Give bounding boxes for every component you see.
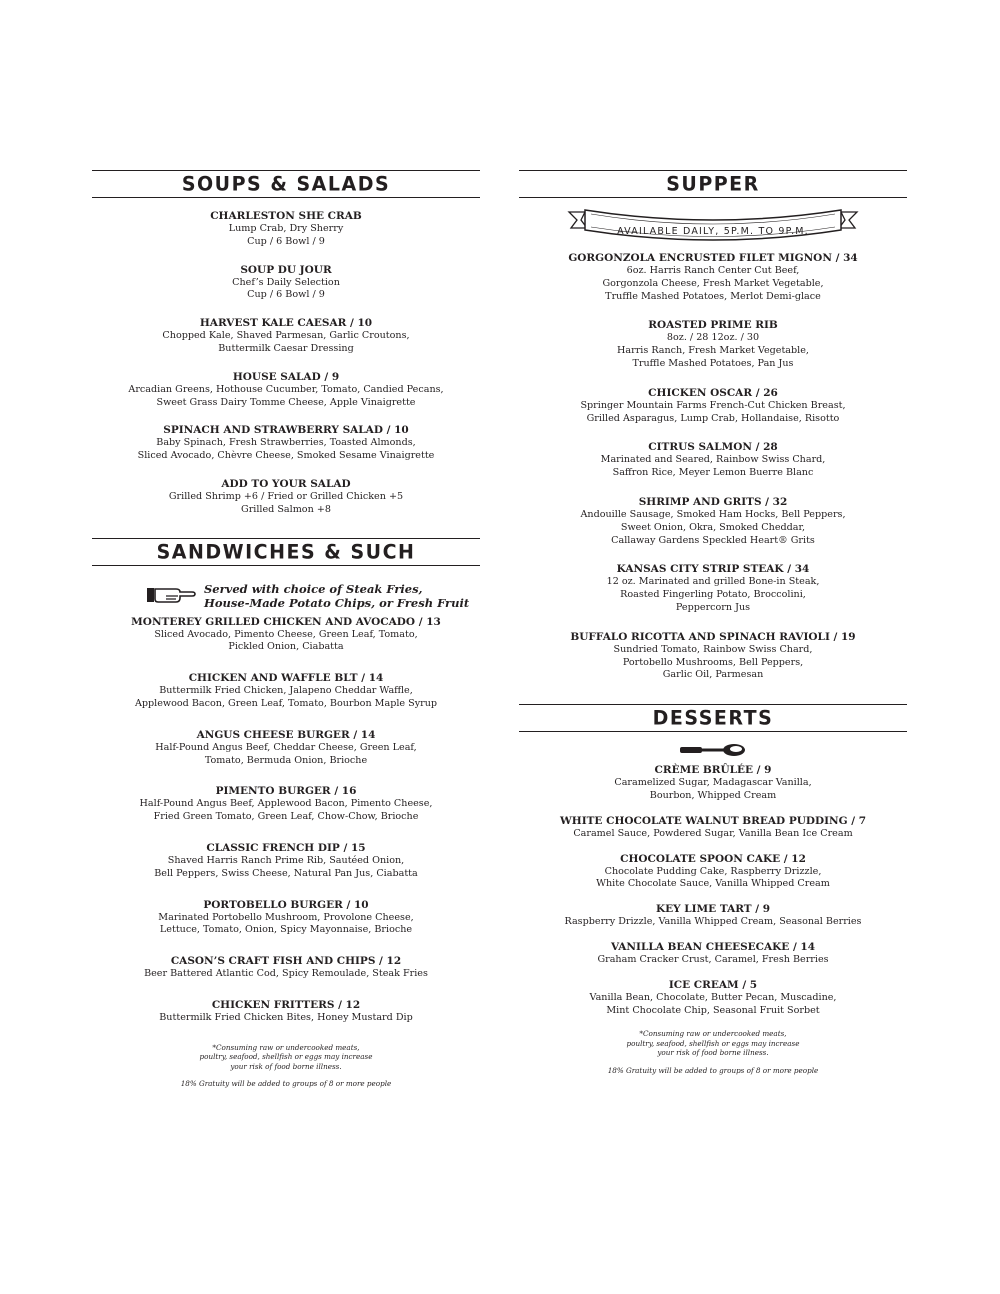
menu-item <box>519 252 907 303</box>
menu-item-title: VANILLA BEAN CHEESECAKE / 14 <box>610 940 816 953</box>
menu-item-title: KEY LIME TART / 9 <box>655 903 771 916</box>
menu-item-description: Half-Pound Angus Beef, Cheddar Cheese, Green Leaf, Tomato, Bermuda Onion, Brioche <box>155 741 417 766</box>
menu-item-title: CHICKEN OSCAR / 26 <box>648 386 778 399</box>
menu-item-description: Caramel Sauce, Powdered Sugar, Vanilla Bean Ice Cream <box>573 827 853 839</box>
menu-item-title: CHARLESTON SHE CRAB <box>210 210 362 222</box>
ribbon-banner-icon <box>567 204 859 248</box>
menu-item-title: SHRIMP AND GRITS / 32 <box>638 495 788 508</box>
menu-item-description: 12 oz. Marinated and grilled Bone-in Steak, Roasted Fingerling Potato, Broccolini, Peppercorn Jus <box>606 576 820 613</box>
menu-item-description: Springer Mountain Farms French-Cut Chicken Breast, Grilled Asparagus, Lump Crab, Hollandaise, Risotto <box>580 399 846 424</box>
menu-item <box>519 815 907 841</box>
menu-item <box>92 672 480 711</box>
gratuity-notice: 18% Gratuity will be added to groups of 8 or more people <box>180 1079 392 1089</box>
menu-item <box>519 764 907 803</box>
menu-item <box>92 210 480 249</box>
menu-item-title: CLASSIC FRENCH DIP / 15 <box>206 841 366 854</box>
menu-item-title: CHICKEN AND WAFFLE BLT / 14 <box>188 672 384 685</box>
menu-item <box>92 842 480 881</box>
supper-list <box>519 252 907 682</box>
menu-item <box>92 616 480 655</box>
menu-item-title: ADD TO YOUR SALAD <box>221 477 351 490</box>
menu-item <box>519 853 907 892</box>
menu-item-description: Buttermilk Fried Chicken, Jalapeno Cheddar Waffle, Applewood Bacon, Green Leaf, Tomato, Bourbon Maple Syrup <box>134 685 438 709</box>
menu-item-title: BUFFALO RICOTTA AND SPINACH RAVIOLI / 19 <box>570 630 856 643</box>
desserts-heading: DESSERTS <box>519 704 907 732</box>
hours-banner <box>519 204 907 248</box>
right-column <box>519 170 907 1075</box>
menu-item-title: PIMENTO BURGER / 16 <box>215 785 357 798</box>
menu-item <box>92 371 480 410</box>
menu-item-title: CASON’S CRAFT FISH AND CHIPS / 12 <box>170 955 402 968</box>
sandwiches-list <box>92 616 480 1025</box>
menu-item <box>519 496 907 547</box>
menu-item-title: CITRUS SALMON / 28 <box>648 441 778 454</box>
served-with-note <box>92 578 480 610</box>
menu-item-title: WHITE CHOCOLATE WALNUT BREAD PUDDING / 7 <box>559 814 867 827</box>
menu-item-title: ANGUS CHEESE BURGER / 14 <box>196 728 376 741</box>
menu-item-title: ICE CREAM / 5 <box>668 978 758 991</box>
menu-item <box>519 903 907 929</box>
menu-item <box>92 424 480 463</box>
menu-item <box>519 941 907 967</box>
food-safety-notice: *Consuming raw or undercooked meats, poultry, seafood, shellfish or eggs may increase your risk of food borne illness. <box>626 1029 800 1058</box>
banner-text: AVAILABLE DAILY, 5P.M. TO 9P.M. <box>617 226 809 237</box>
menu-item-description: Beer Battered Atlantic Cod, Spicy Remoulade, Steak Fries <box>144 968 428 980</box>
menu-item <box>92 729 480 768</box>
menu-item-description: Chef’s Daily Selection Cup / 6 Bowl / 9 <box>232 276 340 301</box>
menu-item <box>92 899 480 938</box>
left-column <box>92 170 480 1089</box>
menu-item-description: Buttermilk Fried Chicken Bites, Honey Mustard Dip <box>159 1011 413 1023</box>
menu-item-title: SOUP DU JOUR <box>240 263 332 276</box>
menu-item <box>92 317 480 356</box>
menu-item-title: CHOCOLATE SPOON CAKE / 12 <box>620 852 806 865</box>
menu-item-title: CHICKEN FRITTERS / 12 <box>211 998 361 1011</box>
menu-item-description: 6oz. Harris Ranch Center Cut Beef, Gorgonzola Cheese, Fresh Market Vegetable, Truffle Mashed Potatoes, Merlot Demi-glace <box>602 265 824 302</box>
menu-item-description: Chopped Kale, Shaved Parmesan, Garlic Croutons, Buttermilk Caesar Dressing <box>162 330 410 354</box>
menu-item-title: PORTOBELLO BURGER / 10 <box>203 898 369 911</box>
menu-item-title: HOUSE SALAD / 9 <box>232 370 340 383</box>
supper-heading: SUPPER <box>519 170 907 198</box>
food-safety-notice: *Consuming raw or undercooked meats, poultry, seafood, shellfish or eggs may increase your risk of food borne illness. <box>199 1042 373 1071</box>
menu-item-title: MONTEREY GRILLED CHICKEN AND AVOCADO / 13 <box>131 615 441 628</box>
menu-item <box>519 441 907 480</box>
soups-salads-list <box>92 210 480 517</box>
menu-item-description: Sliced Avocado, Pimento Cheese, Green Leaf, Tomato, Pickled Onion, Ciabatta <box>154 628 418 653</box>
pointing-hand-icon <box>146 584 196 606</box>
menu-item-description: Shaved Harris Ranch Prime Rib, Sautéed Onion, Bell Peppers, Swiss Cheese, Natural Pan Jus, Ciabatta <box>154 854 418 879</box>
menu-item <box>92 785 480 824</box>
gratuity-notice: 18% Gratuity will be added to groups of 8 or more people <box>607 1065 819 1075</box>
menu-item <box>92 999 480 1025</box>
menu-item <box>519 319 907 370</box>
menu-item-title: KANSAS CITY STRIP STEAK / 34 <box>616 563 810 576</box>
desserts-list <box>519 764 907 1017</box>
menu-item <box>92 264 480 303</box>
menu-item-description: Arcadian Greens, Hothouse Cucumber, Tomato, Candied Pecans, Sweet Grass Dairy Tomme Cheese, Apple Vinaigrette <box>128 383 444 408</box>
menu-item-title: HARVEST KALE CAESAR / 10 <box>199 317 373 330</box>
menu-item <box>92 478 480 517</box>
menu-item <box>92 955 480 981</box>
menu-item <box>519 387 907 426</box>
menu-item-description: Raspberry Drizzle, Vanilla Whipped Cream, Seasonal Berries <box>564 916 862 928</box>
menu-item-description: Chocolate Pudding Cake, Raspberry Drizzle, White Chocolate Sauce, Vanilla Whipped Cream <box>596 865 830 890</box>
menu-item-description: Graham Cracker Crust, Caramel, Fresh Berries <box>597 953 829 965</box>
menu-item-description: Vanilla Bean, Chocolate, Butter Pecan, Muscadine, Mint Chocolate Chip, Seasonal Fruit Sorbet <box>589 991 837 1016</box>
soups-salads-heading: SOUPS & SALADS <box>92 170 480 198</box>
menu-item-description: Grilled Shrimp +6 / Fried or Grilled Chicken +5 Grilled Salmon +8 <box>168 490 404 515</box>
menu-item-description: 8oz. / 28 12oz. / 30 Harris Ranch, Fresh Market Vegetable, Truffle Mashed Potatoes, Pan Jus <box>617 332 809 369</box>
spoon-icon <box>519 742 907 764</box>
menu-item <box>519 979 907 1018</box>
menu-item-title: ROASTED PRIME RIB <box>648 319 778 332</box>
menu-item-description: Half-Pound Angus Beef, Applewood Bacon, Pimento Cheese, Fried Green Tomato, Green Leaf, Chow-Chow, Brioche <box>139 798 433 823</box>
menu-item-description: Marinated and Seared, Rainbow Swiss Chard, Saffron Rice, Meyer Lemon Buerre Blanc <box>600 454 826 479</box>
menu-item <box>519 631 907 682</box>
menu-item-title: GORGONZOLA ENCRUSTED FILET MIGNON / 34 <box>568 252 858 264</box>
menu-item-description: Baby Spinach, Fresh Strawberries, Toasted Almonds, Sliced Avocado, Chèvre Cheese, Smoked Sesame Vinaigrette <box>137 437 435 462</box>
menu-item-title: CRÈME BRÛLÉE / 9 <box>654 764 772 777</box>
menu-item-title: SPINACH AND STRAWBERRY SALAD / 10 <box>163 424 409 437</box>
menu-item-description: Lump Crab, Dry Sherry Cup / 6 Bowl / 9 <box>228 223 344 247</box>
menu-item-description: Caramelized Sugar, Madagascar Vanilla, Bourbon, Whipped Cream <box>614 777 812 801</box>
menu-item-description: Andouille Sausage, Smoked Ham Hocks, Bell Peppers, Sweet Onion, Okra, Smoked Cheddar, Callaway Gardens Speckled Heart® Grits <box>580 508 846 546</box>
sandwiches-heading: SANDWICHES & SUCH <box>92 538 480 566</box>
served-with-text: Served with choice of Steak Fries, House-Made Potato Chips, or Fresh Fruit <box>204 581 470 610</box>
menu-item-description: Marinated Portobello Mushroom, Provolone Cheese, Lettuce, Tomato, Onion, Spicy Mayonnaise, Brioche <box>158 911 414 936</box>
menu-item-description: Sundried Tomato, Rainbow Swiss Chard, Portobello Mushrooms, Bell Peppers, Garlic Oil, Parmesan <box>613 643 813 681</box>
menu-item <box>519 563 907 614</box>
